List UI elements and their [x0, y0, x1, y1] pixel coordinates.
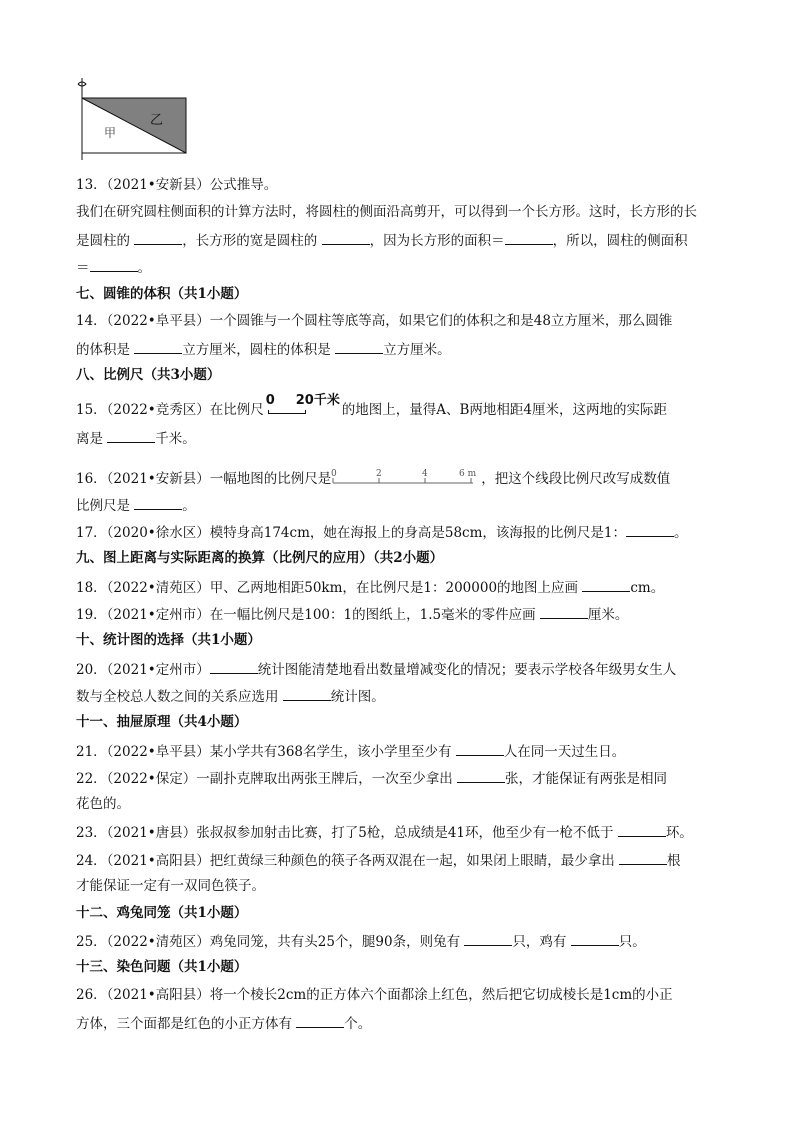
q21: 21．（2022•阜平县）某小学共有368名学生，该小学里至少有 人在同一天过生日。: [76, 741, 625, 761]
q26-line2: 方体，三个面都是红色的小正方体有 个。: [76, 1013, 371, 1033]
q15-line2: 离是 千米。: [76, 428, 196, 448]
tick-label: 6 m: [459, 469, 477, 479]
q13-line2: 是圆柱的 ，长方形的宽是圆柱的 ，因为长方形的面积＝ ，所以，圆柱的侧面积: [76, 230, 688, 250]
q19: 19．（2021•定州市）在一幅比例尺是100：1的图纸上，1.5毫米的零件应画 厘米。: [76, 604, 628, 624]
section-9-heading: 九、图上距离与实际距离的换算（比例尺的应用）（共2小题）: [76, 550, 444, 566]
answer-blank[interactable]: [90, 257, 138, 272]
q15-line1: 15．（2022•竞秀区）在比例尺 0 20千米 的地图上，量得A、B两地相距4厘米，这两地的实际距: [76, 393, 668, 418]
answer-blank[interactable]: [582, 577, 630, 592]
q16-line1: 16．（2021•安新县）一幅地图的比例尺是 0 2 4 6 m ，把这个线段比例尺改写成数值: [76, 469, 671, 487]
q23: 23．（2021•唐县）张叔叔参加射击比赛，打了5枪，总成绩是41环，他至少有一枪不低于 环。: [76, 822, 693, 842]
section-10-heading: 十、统计图的选择（共1小题）: [76, 632, 261, 648]
tick-label: 0: [331, 469, 337, 479]
q20-line2: 数与全校总人数之间的关系应选用 统计图。: [76, 686, 385, 706]
answer-blank[interactable]: [107, 428, 155, 443]
q13-line3: ＝ 。: [76, 257, 151, 277]
q22-line1: 22．（2022•保定）一副扑克牌取出两张王牌后，一次至少拿出 张，才能保证有两张是相同: [76, 768, 667, 788]
answer-blank[interactable]: [283, 686, 331, 701]
q20-line1: 20．（2021•定州市） 统计图能清楚地看出数量增减变化的情况；要表示学校各年级男女生人: [76, 659, 676, 679]
answer-blank[interactable]: [134, 230, 182, 245]
q13-head: 13．（2021•安新县）公式推导。: [76, 177, 278, 193]
answer-blank[interactable]: [134, 339, 182, 354]
line-scale-20km: 0 20千米: [264, 398, 342, 420]
section-8-heading: 八、比例尺（共3小题）: [76, 367, 221, 383]
answer-blank[interactable]: [456, 741, 504, 756]
q18: 18．（2022•清苑区）甲、乙两地相距50km，在比例尺是1：200000的地图上应画 cm。: [76, 577, 664, 597]
answer-blank[interactable]: [571, 931, 619, 946]
q14-line2: 的体积是 立方厘米，圆柱的体积是 立方厘米。: [76, 339, 451, 359]
triangle-figure: [74, 74, 194, 168]
answer-blank[interactable]: [540, 604, 588, 619]
answer-blank[interactable]: [457, 768, 505, 783]
section-13-heading: 十三、染色问题（共1小题）: [76, 959, 248, 975]
q22-line2: 花色的。: [76, 796, 130, 812]
answer-blank[interactable]: [505, 230, 553, 245]
q26-line1: 26．（2021•高阳县）将一个棱长2cm的正方体六个面都涂上红色，然后把它切成棱长是1cm的小正: [76, 987, 673, 1003]
answer-blank[interactable]: [134, 495, 182, 510]
answer-blank[interactable]: [210, 659, 258, 674]
tick-label: 2: [376, 469, 382, 479]
q13-line1: 我们在研究圆柱侧面积的计算方法时，将圆柱的侧面沿高剪开，可以得到一个长方形。这时，长方形的长: [76, 204, 697, 220]
answer-blank[interactable]: [619, 850, 667, 865]
answer-blank[interactable]: [335, 339, 383, 354]
shaded-triangle: [82, 98, 186, 153]
q17: 17．（2020•徐水区）模特身高174cm，她在海报上的身高是58cm，该海报的比例尺是1： 。: [76, 522, 688, 542]
line-scale-6m: [331, 467, 481, 487]
q24-line1: 24．（2021•高阳县）把红黄绿三种颜色的筷子各两双混在一起，如果闭上眼睛，最少拿出 根: [76, 850, 681, 870]
section-12-heading: 十二、鸡兔同笼（共1小题）: [76, 905, 248, 921]
q14-line1: 14．（2022•阜平县）一个圆锥与一个圆柱等底等高，如果它们的体积之和是48立方厘米，那么圆锥: [76, 313, 673, 329]
label-yi: 乙: [150, 113, 164, 128]
q25: 25．（2022•清苑区）鸡兔同笼，共有头25个，腿90条，则兔有 只，鸡有 只。: [76, 931, 646, 951]
label-jia: 甲: [104, 126, 117, 140]
q16-line2: 比例尺是 。: [76, 495, 196, 515]
q24-line2: 才能保证一定有一双同色筷子。: [76, 878, 265, 894]
answer-blank[interactable]: [618, 822, 666, 837]
answer-blank[interactable]: [626, 522, 674, 537]
tick-label: 4: [422, 469, 428, 479]
section-11-heading: 十一、抽屉原理（共4小题）: [76, 714, 248, 730]
section-7-heading: 七、圆锥的体积（共1小题）: [76, 286, 248, 302]
answer-blank[interactable]: [322, 230, 370, 245]
answer-blank[interactable]: [464, 931, 512, 946]
triangle-diagram: [74, 74, 194, 164]
answer-blank[interactable]: [296, 1013, 344, 1028]
